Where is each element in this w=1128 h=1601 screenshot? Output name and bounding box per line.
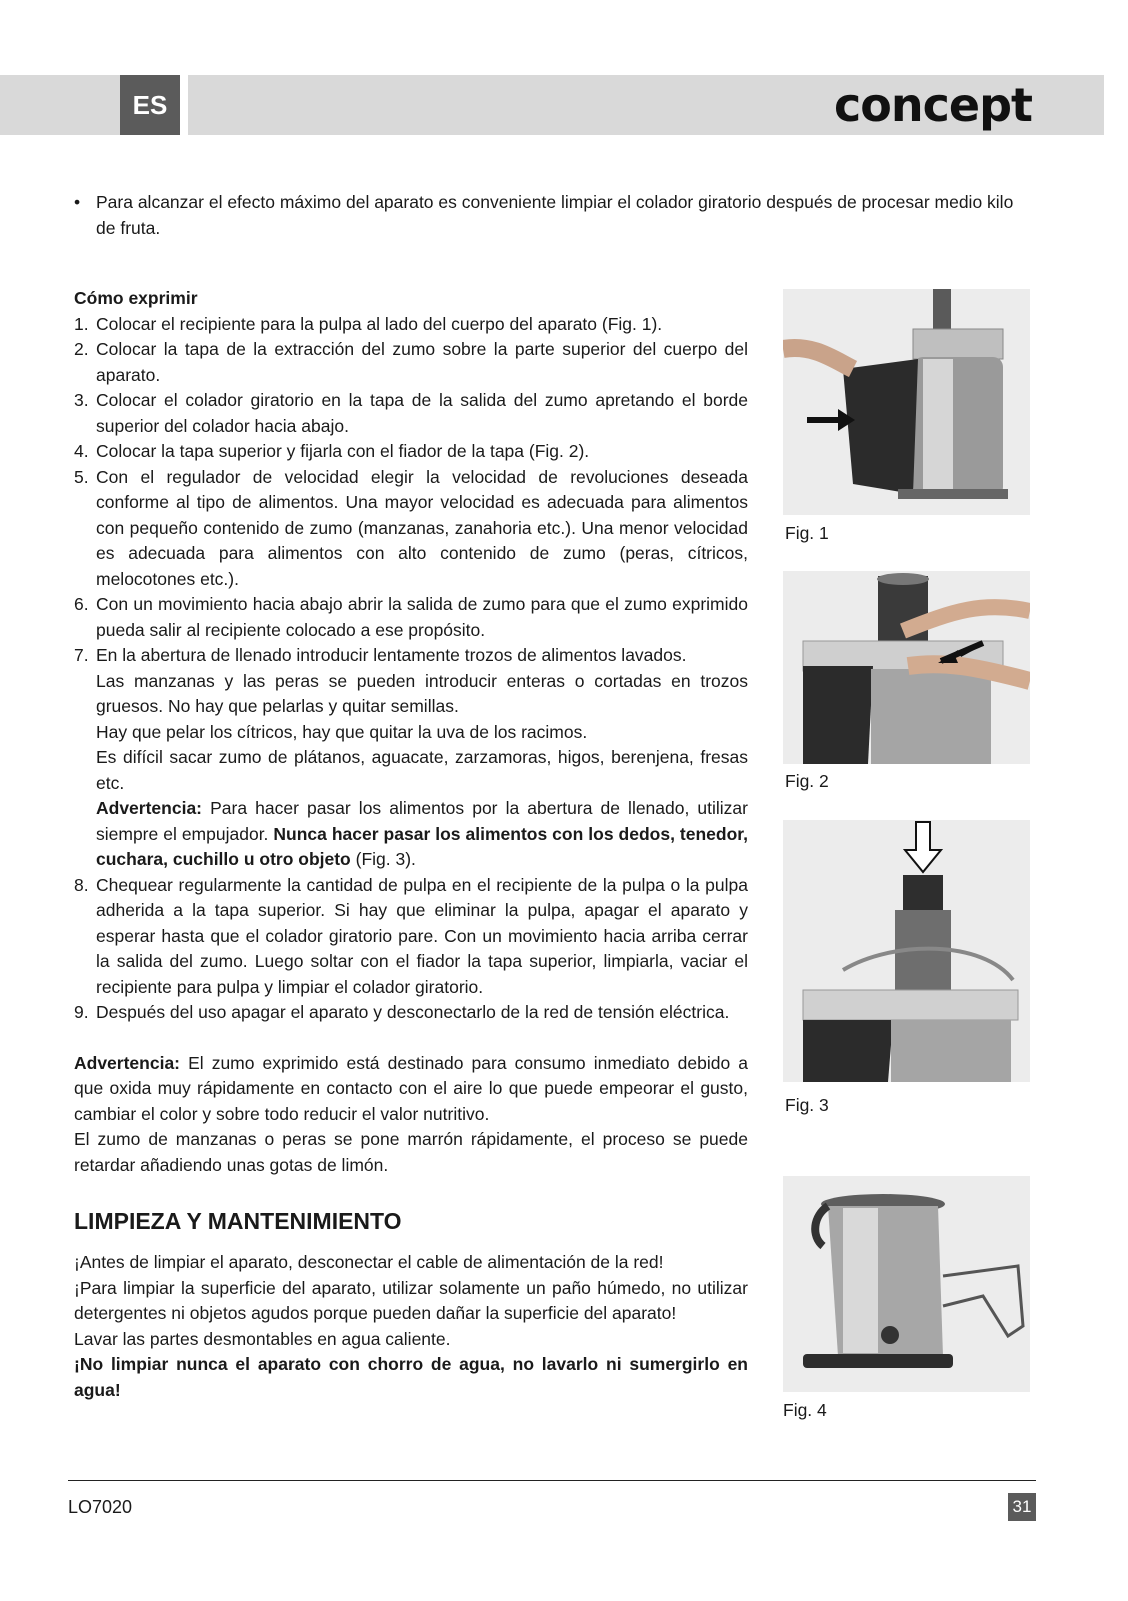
step-text: Después del uso apagar el aparato y desconectarlo de la red de tensión eléctrica. bbox=[96, 1002, 730, 1022]
step-text: Con el regulador de velocidad elegir la velocidad de revoluciones deseada conforme al tipo de alimentos. Una mayor velocidad es adecuada para alimentos con pequeño contenido de zumo (manzanas, zanahoria etc.). Una menor velocidad es adecuada para alimentos con alto contenido de zumo (peras, cítricos, melocotones etc.). bbox=[96, 466, 748, 589]
step-item bbox=[74, 465, 748, 593]
step-subtext: Es difícil sacar zumo de plátanos, aguacate, zarzamoras, higos, berenjena, fresas etc. bbox=[96, 747, 748, 793]
juice-warning bbox=[74, 1051, 748, 1179]
cleaning-section bbox=[74, 1250, 748, 1403]
warning-bold-text: Nunca hacer pasar los alimentos con los dedos, tenedor, cuchara, cuchillo u otro objeto bbox=[96, 823, 748, 869]
step-text: Con un movimiento hacia abajo abrir la salida de zumo para que el zumo exprimido pueda salir al recipiente colocado a ese propósito. bbox=[96, 594, 748, 640]
intro-text: Para alcanzar el efecto máximo del aparato es conveniente limpiar el colador giratorio después de procesar medio kilo de fruta. bbox=[96, 192, 1014, 238]
figure-3-image bbox=[783, 820, 1030, 1082]
step-number: 5. bbox=[74, 466, 89, 487]
step-item bbox=[74, 337, 748, 388]
footer-divider bbox=[68, 1480, 1036, 1481]
warning-label: Advertencia: bbox=[96, 798, 203, 818]
step-text: Colocar el colador giratorio en la tapa de la salida del zumo apretando el borde superior del colador hacia abajo. bbox=[96, 390, 748, 436]
step-number: 7. bbox=[74, 645, 89, 665]
language-badge: ES bbox=[120, 75, 180, 135]
cleaning-paragraph: Lavar las partes desmontables en agua caliente. bbox=[74, 1328, 451, 1349]
warning-label: Advertencia: bbox=[74, 1052, 181, 1073]
step-subtext: Hay que pelar los cítricos, hay que quitar la uva de los racimos. bbox=[96, 721, 588, 742]
step-warning bbox=[96, 796, 748, 873]
warning-text: Para hacer pasar los alimentos por la abertura de llenado, utilizar siempre el empujador. bbox=[96, 798, 748, 844]
step-item bbox=[74, 388, 748, 439]
step-number: 1. bbox=[74, 313, 89, 334]
step-text: Colocar la tapa de la extracción del zumo sobre la parte superior del cuerpo del aparato. bbox=[96, 339, 748, 385]
step-number: 8. bbox=[74, 874, 89, 895]
step-number: 4. bbox=[74, 441, 89, 461]
step-item bbox=[74, 643, 748, 873]
figure-4 bbox=[783, 1176, 1030, 1420]
step-text: Chequear regularmente la cantidad de pulpa en el recipiente de la pulpa o la pulpa adherida a la tapa superior. Si hay que eliminar la pulpa, apagar el aparato y esperar hasta que el colador giratorio pare. Con un movimiento hacia arriba cerrar la salida del zumo. Luego soltar con el fiador la tapa superior, limpiarla, vaciar el recipiente para pulpa y limpiar el colador giratorio. bbox=[96, 874, 748, 997]
figure-1-caption: Fig. 1 bbox=[785, 523, 829, 543]
step-item bbox=[74, 439, 748, 465]
step-number: 6. bbox=[74, 594, 89, 614]
warning-end-text: (Fig. 3). bbox=[350, 849, 416, 869]
page-number: 31 bbox=[1008, 1493, 1036, 1521]
cleaning-paragraph: ¡Para limpiar la superficie del aparato, utilizar solamente un paño húmedo, no utilizar detergentes ni objetos agudos porque pueden dañar la superficie del aparato! bbox=[74, 1277, 748, 1323]
figure-3 bbox=[783, 820, 1030, 1115]
step-number: 9. bbox=[74, 1002, 89, 1022]
figure-3-caption: Fig. 3 bbox=[785, 1095, 829, 1115]
intro-bullet-item bbox=[74, 190, 1034, 241]
section-title-how-to: Cómo exprimir bbox=[74, 288, 198, 308]
steps-list bbox=[74, 312, 748, 1026]
step-text: En la abertura de llenado introducir lentamente trozos de alimentos lavados. bbox=[96, 645, 687, 665]
figure-1-image bbox=[783, 289, 1030, 515]
figure-4-image bbox=[783, 1176, 1030, 1392]
bullet-marker: • bbox=[74, 192, 81, 212]
step-item bbox=[74, 1000, 748, 1026]
step-text: Colocar el recipiente para la pulpa al lado del cuerpo del aparato (Fig. 1). bbox=[96, 313, 663, 334]
step-text: Colocar la tapa superior y fijarla con el fiador de la tapa (Fig. 2). bbox=[96, 441, 590, 461]
step-number: 3. bbox=[74, 390, 89, 410]
step-item bbox=[74, 312, 748, 338]
step-item bbox=[74, 873, 748, 1001]
figure-1 bbox=[783, 289, 1030, 543]
cleaning-paragraph: ¡Antes de limpiar el aparato, desconectar el cable de alimentación de la red! bbox=[74, 1252, 664, 1272]
cleaning-warning: ¡No limpiar nunca el aparato con chorro de agua, no lavarlo ni sumergirlo en agua! bbox=[74, 1354, 748, 1400]
figure-4-caption: Fig. 4 bbox=[783, 1400, 827, 1420]
model-number: LO7020 bbox=[68, 1497, 133, 1517]
main-column bbox=[74, 286, 748, 1403]
step-number: 2. bbox=[74, 339, 89, 359]
step-item bbox=[74, 592, 748, 643]
warning-text: El zumo exprimido está destinado para consumo inmediato debido a que oxida muy rápidamente en contacto con el aire lo que puede empeorar el gusto, cambiar el color y sobre todo reducir el valor nutritivo. bbox=[74, 1052, 748, 1124]
header-divider bbox=[180, 75, 188, 135]
figure-2-caption: Fig. 2 bbox=[785, 771, 829, 791]
figure-2 bbox=[783, 571, 1030, 791]
brand-logo: concept bbox=[833, 78, 1032, 132]
section-title-cleaning: LIMPIEZA Y MANTENIMIENTO bbox=[74, 1208, 402, 1234]
figure-2-image bbox=[783, 571, 1030, 764]
warning-text-secondary: El zumo de manzanas o peras se pone marrón rápidamente, el proceso se puede retardar añadiendo unas gotas de limón. bbox=[74, 1129, 748, 1175]
step-subtext: Las manzanas y las peras se pueden introducir enteras o cortadas en trozos gruesos. No hay que pelarlas y quitar semillas. bbox=[96, 670, 748, 716]
